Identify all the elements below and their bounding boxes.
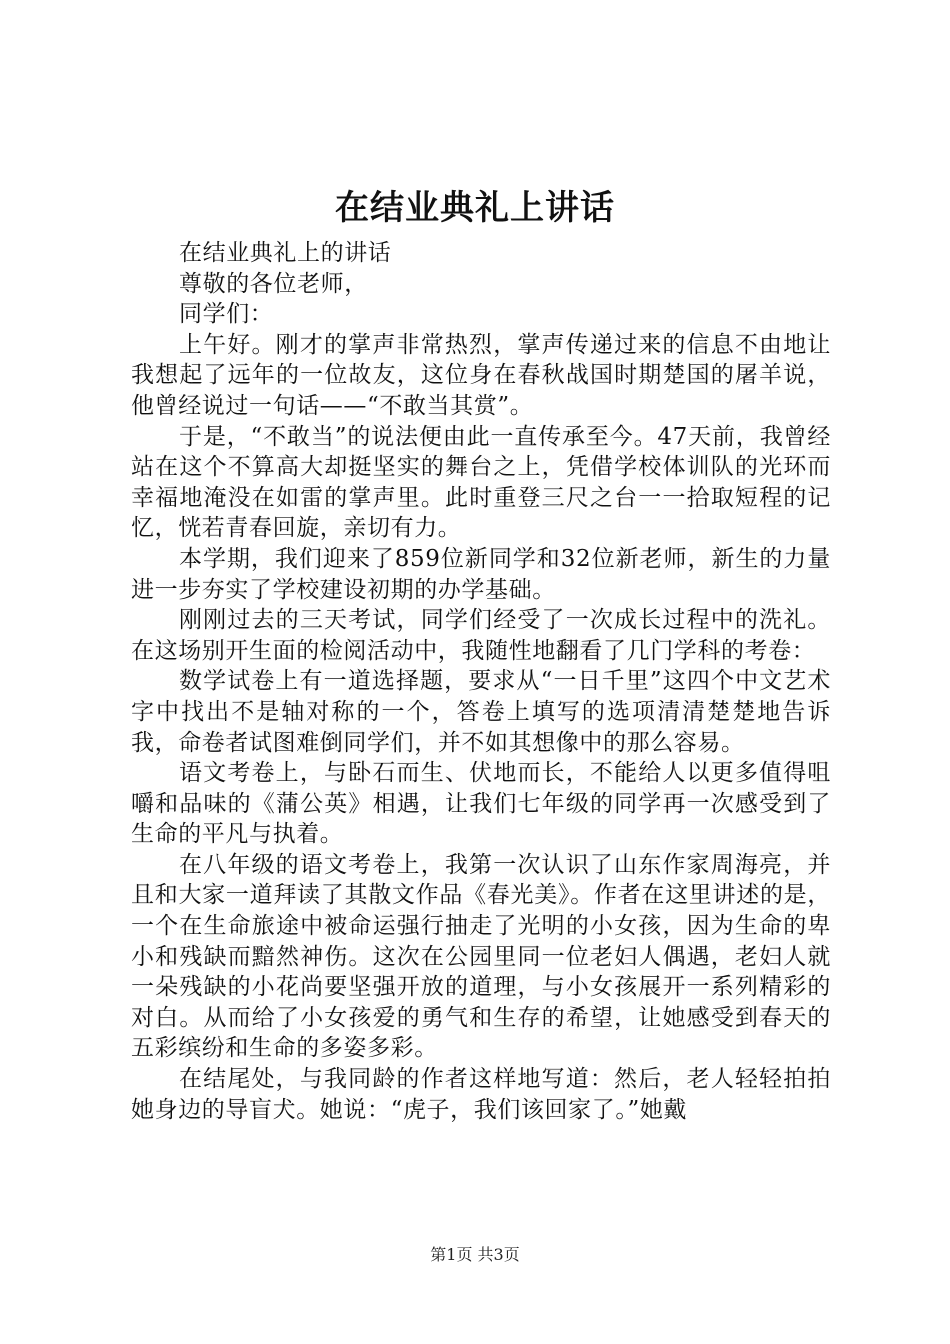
paragraph: 语文考卷上，与卧石而生、伏地而长，不能给人以更多值得咀嚼和品味的《蒲公英》相遇，让我们七年级的同学再一次感受到了生命的平凡与执着。 xyxy=(131,760,831,848)
paragraph: 数学试卷上有一道选择题，要求从“一日千里”这四个中文艺术字中找出不是轴对称的一个，答卷上填写的选项清清楚楚地告诉我，命卷者试图难倒同学们，并不如其想像中的那么容易。 xyxy=(131,668,831,756)
paragraph: 在八年级的语文考卷上，我第一次认识了山东作家周海亮，并且和大家一道拜读了其散文作品《春光美》。作者在这里讲述的是，一个在生命旅途中被命运强行抽走了光明的小女孩，因为生命的卑小和残缺而黯然神伤。这次在公园里同一位老妇人偶遇，老妇人就一朵残缺的小花尚要坚强开放的道理，与小女孩展开一系列精彩的对白。从而给了小女孩爱的勇气和生存的希望，让她感受到春天的五彩缤纷和生命的多姿多彩。 xyxy=(131,851,831,1062)
document-title: 在结业典礼上讲话 xyxy=(335,188,615,228)
paragraph: 刚刚过去的三天考试，同学们经受了一次成长过程中的洗礼。在这场别开生面的检阅活动中，我随性地翻看了几门学科的考卷： xyxy=(131,607,831,664)
paragraph: 本学期，我们迎来了859位新同学和32位新老师，新生的力量进一步夯实了学校建设初期的办学基础。 xyxy=(131,545,831,603)
paragraph-salutation-students: 同学们： xyxy=(179,301,274,328)
paragraph-heading: 在结业典礼上的讲话 xyxy=(179,240,392,266)
paragraph: 在结尾处，与我同龄的作者这样地写道：然后，老人轻轻拍拍她身边的导盲犬。她说：“虎子，我们该回家了。”她戴 xyxy=(131,1066,831,1123)
paragraph-salutation-teachers: 尊敬的各位老师， xyxy=(179,270,368,297)
document-body xyxy=(131,238,831,1125)
page-footer: 第1页 共3页 xyxy=(430,1245,520,1264)
paragraph: 上午好。刚才的掌声非常热烈，掌声传递过来的信息不由地让我想起了远年的一位故友，这位身在春秋战国时期楚国的屠羊说，他曾经说过一句话——“不敢当其赏”。 xyxy=(131,331,831,419)
paragraph: 于是，“不敢当”的说法便由此一直传承至今。47天前，我曾经站在这个不算高大却挺坚实的舞台之上，凭借学校体训队的光环而幸福地淹没在如雷的掌声里。此时重登三尺之台一一拾取短程的记忆，恍若青春回旋，亲切有力。 xyxy=(131,423,831,542)
